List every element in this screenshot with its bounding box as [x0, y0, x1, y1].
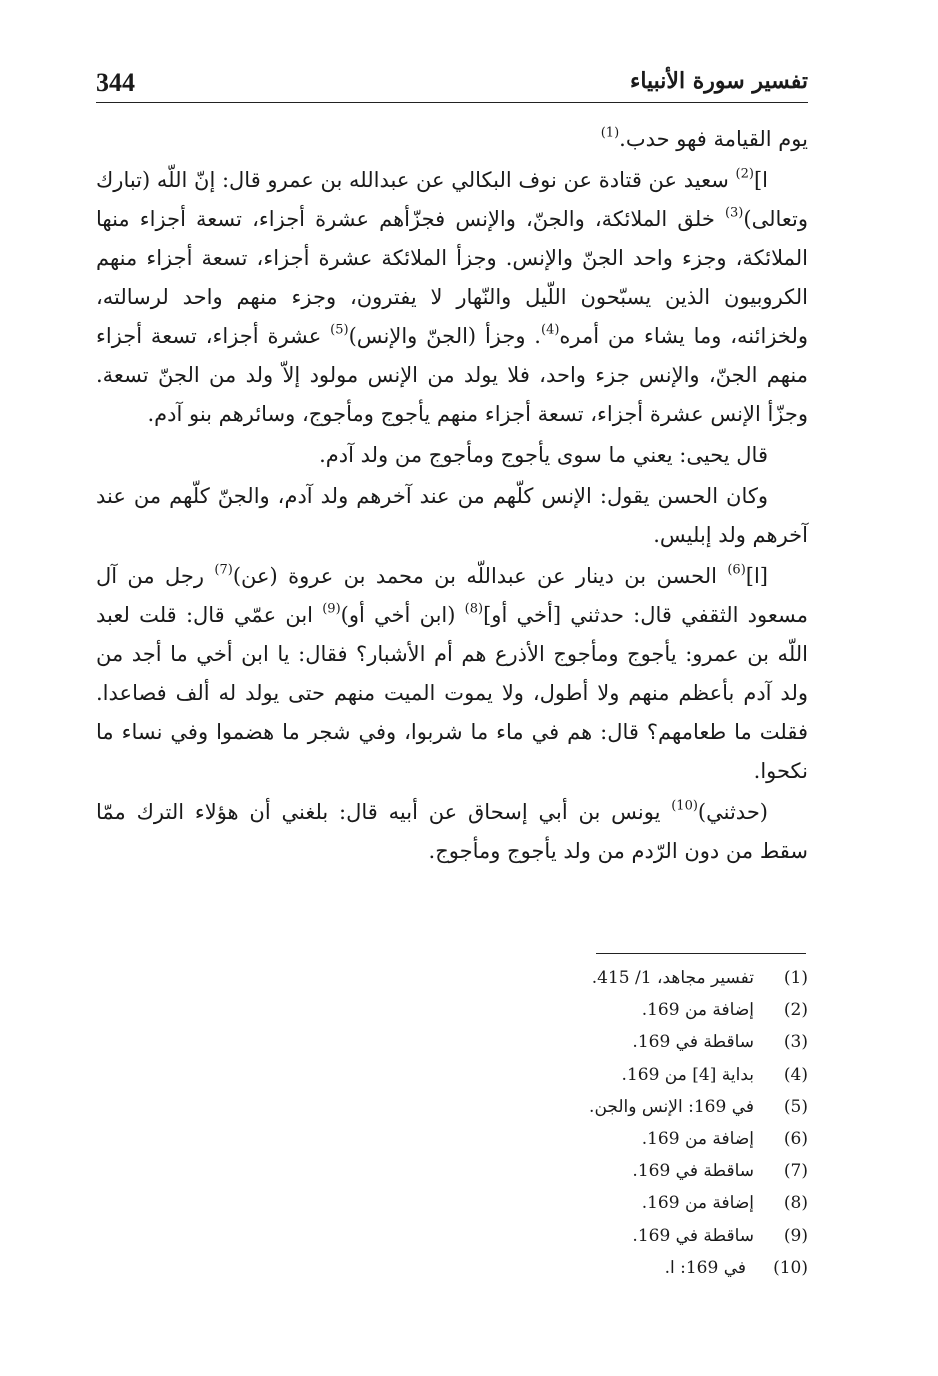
footnote-ref-3[interactable]: (3) [724, 205, 744, 221]
footnote-number: (1) [783, 968, 808, 988]
footnote-number: (9) [783, 1225, 808, 1246]
paragraph-6: (حدثني)$^{(10)}$ يونس بن أبي إسحاق عن أبيه قال: بلغني أن هؤلاء الترك ممّا سقط من دون الرّدم من ولد يأجوج ومأجوج. [96, 798, 808, 863]
footnote-text: تفسير مجاهد، 1/ 415. [591, 968, 754, 988]
footnote-9 [96, 1220, 808, 1252]
footnote-text: ساقطة في 169. [632, 1225, 754, 1246]
footnote-number: (5) [783, 1096, 808, 1117]
footnote-ref-8[interactable]: (8) [464, 601, 484, 617]
running-title: تفسير سورة الأنبياء [629, 68, 808, 94]
footnote-ref-1[interactable]: (1) [600, 125, 620, 141]
footnote-number: (8) [783, 1193, 808, 1214]
paragraph-3: قال يحيى: يعني ما سوى يأجوج ومأجوج من ولد آدم. [319, 443, 768, 467]
paragraph-5: [ا]$^{(6)}$ الحسن بن دينار عن عبداللّه بن محمد بن عروة (عن)$^{(7)}$ رجل من آل مسعود الثقفي قال: حدثني [أخي أو]$^{(8)}$ (ابن أخي أو)$^{(9)}$ ابن عمّي قال: قلت لعبد اللّه بن عمرو: يأجوج ومأجوج الأذرع هم أم الأشبار؟ فقال: يا ابن أخي ما أجد من ولد آدم بأعظم منهم ولا أطول، ولا يموت الميت منهم حتى يولد له ألف فصاعدا. فقلت ما طعامهم؟ قال: هم في ماء ما شربوا، وفي شجر ما هضموا وفي نساء ما نكحوا. [96, 562, 808, 783]
footnote-text: إضافة من 169. [641, 1129, 754, 1150]
footnote-separator [596, 953, 806, 954]
footnote-10 [96, 1252, 808, 1284]
paragraph-2: ا]$^{(2)}$ سعيد عن قتادة عن نوف البكالي عن عبدالله بن عمرو قال: إنّ اللّه (تبارك وتعالى)$^{(3)}$ خلق الملائكة، والجنّ، والإنس فجزّأهم عشرة أجزاء، تسعة أجزاء منها الملائكة، وجزء واحد الجنّ والإنس. وجزأ الملائكة عشرة أجزاء، تسعة أجزاء منهم الكروبيون الذين يسبّحون اللّيل والنّهار لا يفترون، وجزء منهم واحد لرسالته، ولخزائنه، وما يشاء من أمره$^{(4)}$. وجزأ (الجنّ والإنس)$^{(5)}$ عشرة أجزاء، تسعة أجزاء منهم الجنّ، والإنس جزء واحد، فلا يولد من الإنس مولود إلاّ ولد من الجنّ تسعة. وجزّأ الإنس عشرة أجزاء، تسعة أجزاء منهم يأجوج ومأجوج، وسائرهم بنو آدم. [96, 166, 808, 426]
footnote-number: (3) [783, 1032, 808, 1053]
page-header [96, 62, 808, 102]
footnote-ref-7[interactable]: (7) [214, 562, 233, 578]
footnote-8 [96, 1187, 808, 1219]
footnote-5 [96, 1091, 808, 1123]
footnote-3 [96, 1026, 808, 1058]
footnote-ref-6[interactable]: (6) [727, 562, 746, 578]
footnote-number: (7) [783, 1161, 808, 1182]
footnote-number: (10) [773, 1257, 808, 1278]
footnote-number: (2) [783, 1000, 808, 1021]
main-text [96, 120, 808, 873]
footnote-text: ساقطة في 169. [632, 1161, 754, 1182]
paragraph-1: يوم القيامة فهو حدب.$^{(1)}$ [600, 125, 808, 151]
footnote-text: في 169: ا. [664, 1257, 746, 1278]
footnote-ref-10[interactable]: (10) [671, 798, 698, 814]
footnote-number: (6) [783, 1129, 808, 1150]
footnote-ref-4[interactable]: (4) [540, 322, 560, 338]
header-rule [96, 102, 808, 103]
footnote-number: (4) [783, 1064, 808, 1085]
footnote-text: إضافة من 169. [641, 1193, 754, 1214]
footnote-2 [96, 994, 808, 1026]
page-number: 344 [96, 68, 135, 97]
footnote-7 [96, 1155, 808, 1187]
footnote-ref-5[interactable]: (5) [330, 322, 349, 338]
footnote-text: إضافة من 169. [641, 1000, 754, 1021]
footnote-text: ساقطة في 169. [632, 1032, 754, 1053]
footnote-6 [96, 1123, 808, 1155]
footnote-ref-9[interactable]: (9) [322, 601, 341, 617]
footnote-text: في 169: الإنس والجن. [589, 1096, 754, 1117]
footnote-ref-2[interactable]: (2) [735, 166, 754, 182]
footnotes [96, 962, 808, 1284]
footnote-1 [96, 962, 808, 994]
paragraph-4: وكان الحسن يقول: الإنس كلّهم من عند آخرهم ولد آدم، والجنّ كلّهم من عند آخرهم ولد إبليس. [96, 484, 808, 547]
footnote-text: بداية [4] من 169. [621, 1064, 754, 1085]
footnote-4 [96, 1059, 808, 1091]
